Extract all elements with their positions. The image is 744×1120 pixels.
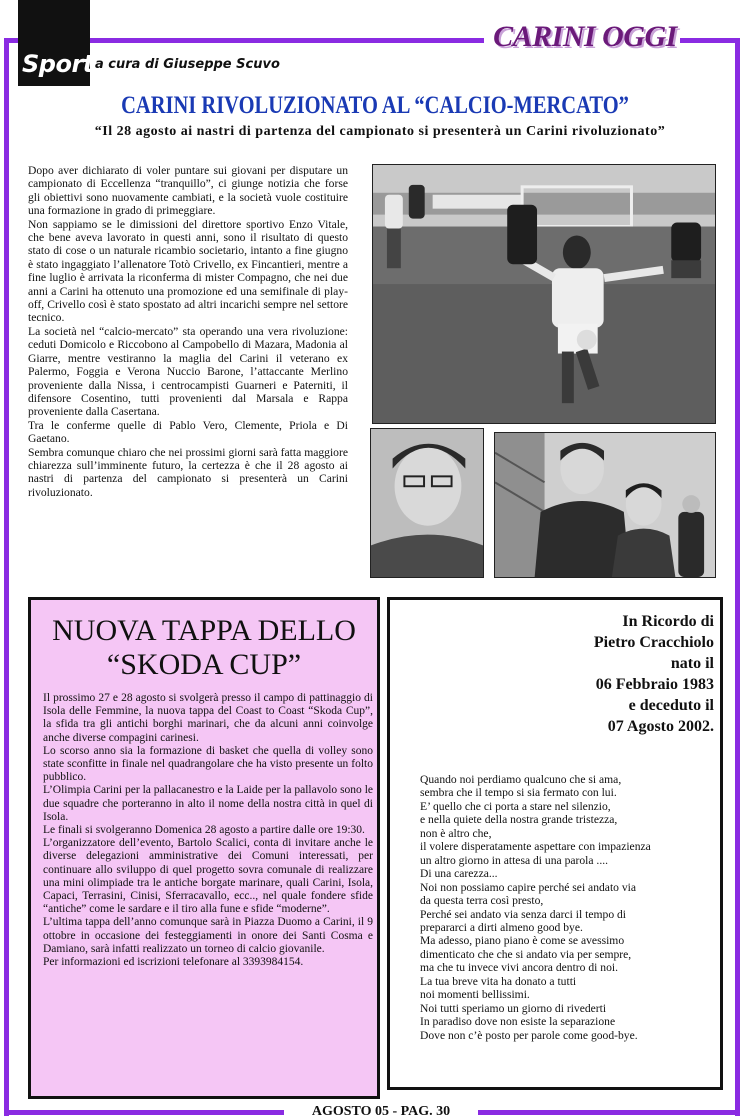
poem-line: Perché sei andato via senza darci il tempo di: [420, 907, 627, 921]
skoda-paragraph: Lo scorso anno sia la formazione di basket che quella di volley sono state sconfitte in finale nel quadrangolare che ha visto presente un folto pubblico.: [43, 744, 373, 784]
skoda-paragraph: Il prossimo 27 e 28 agosto si svolgerà presso il campo di pattinaggio di Isola delle Femmine, la nuova tappa del Coast to Coast “Skoda Cup”, la sfida tra gli antichi borghi marinari, che da alcuni anni coinvolge anche diverse compagini carinesi.: [43, 692, 373, 744]
section-label: Sport: [22, 50, 94, 78]
poem-line: e nella quiete della nostra grande tristezza,: [420, 813, 618, 827]
skoda-cup-body: [43, 692, 373, 969]
skoda-title-line: “SKODA CUP”: [106, 648, 302, 681]
poem-line: un altro giorno in attesa di una parola ....: [420, 853, 609, 867]
page-footer: AGOSTO 05 - PAG. 30: [284, 1104, 478, 1120]
skoda-paragraph: L’organizzatore dell’evento, Bartolo Scalici, conta di invitare anche le diverse delegazioni amministrative dei Comuni interessati, per continuare allo sviluppo di quel progetto sovra comunale di realizzare una mini olimpiade tra le antiche borgate marinare, quali Carini, Isola, Capaci, Terrasini, Cinisi, Sferracavallo, ecc.., nel quale fondere sfide “antiche” come le sardare e il tiro alla fune e sfide “moderne”.: [43, 837, 373, 916]
poem-line: La tua breve vita ha donato a tutti: [420, 974, 577, 988]
memorial-title-line: nato il: [670, 655, 714, 672]
skoda-paragraph: L’ultima tappa dell’anno comunque sarà in Piazza Duomo a Carini, il 9 ottobre in occasione dei festeggiamenti in onore dei Santi Cosma e Damiano, sarà infatti realizzato un torneo di calcio giovanile.: [43, 916, 373, 955]
poem-line: Ma adesso, piano piano è come se avessimo: [420, 934, 625, 948]
poem-line: E’ quello che ci porta a stare nel silenzio,: [420, 799, 611, 813]
poem-line: Quando noi perdiamo qualcuno che si ama,: [420, 773, 622, 786]
skoda-paragraph: Le finali si svolgeranno Domenica 28 agosto a partire dalle ore 19:30.: [43, 824, 365, 837]
poem-line: non è altro che,: [420, 826, 492, 840]
poem-line: Di una carezza...: [420, 867, 498, 881]
memorial-title-line: In Ricordo di: [622, 613, 714, 630]
article-paragraph: La società nel “calcio-mercato” sta operando una vera rivoluzione: ceduti Domicolo e Riccobono al Campobello di Mazara, Madonia al Giarre, mentre vestiranno la maglia del Carini il veterano ex Palermo, Foggia e Verona Nuccio Barone, l’attaccante Merlino proveniente dalla Nissa, i centrocampisti Guarneri e Paterniti, il difensore Cosentino, tutti provenienti dal Marsala e Rappa proveniente dalla Casertana.: [28, 324, 348, 419]
players-group-photo: [494, 432, 716, 578]
article-body: [28, 164, 348, 499]
memorial-title-line: 06 Febbraio 1983: [595, 676, 714, 693]
skoda-title-line: NUOVA TAPPA DELLO: [52, 614, 356, 647]
memorial-title: [560, 611, 714, 737]
poem-line: Noi non possiamo capire perché sei andato via: [420, 880, 637, 894]
football-match-photo: [372, 164, 716, 424]
article-paragraph: Sembra comunque chiaro che nei prossimi giorni sarà fatta maggiore chiarezza sull’imminente futuro, la certezza è che il 28 agosto ai nastri di partenza del campionato si presenterà un Carini rivoluzionato.: [28, 445, 348, 499]
article-paragraph: Tra le conferme quelle di Pablo Vero, Clemente, Priola e Di Gaetano.: [28, 418, 348, 446]
poem-line: ma che tu invece vivi ancora dentro di noi.: [420, 961, 618, 975]
poem-line: Dove non c’è posto per parole come good-bye.: [420, 1028, 638, 1042]
poem-line: da questa terra così presto,: [420, 894, 544, 908]
poem-line: Noi tutti speriamo un giorno di rivederti: [420, 1001, 607, 1015]
skoda-cup-title: [31, 614, 377, 682]
byline: a cura di Giuseppe Scuvo: [95, 57, 280, 72]
memorial-title-line: e deceduto il: [628, 697, 714, 714]
poem-line: dimenticato che che si andato via per sempre,: [420, 947, 632, 961]
memorial-poem: [420, 773, 716, 1042]
coach-portrait-photo: [370, 428, 484, 578]
poem-line: In paradiso dove non esiste la separazione: [420, 1015, 616, 1029]
frame-bottom-right: [478, 1110, 740, 1115]
article-headline: CARINI RIVOLUZIONATO AL “CALCIO-MERCATO”: [121, 92, 629, 119]
skoda-cup-box: [28, 597, 380, 1099]
skoda-paragraph: L’Olimpia Carini per la pallacanestro e la Laide per la pallavolo sono le due squadre che porteranno in alto il nome della nostra città in quel di Isola.: [43, 784, 373, 823]
poem-line: il volere disperatamente aspettare con impazienza: [420, 840, 651, 854]
memorial-title-line: Pietro Cracchiolo: [593, 634, 714, 651]
poem-line: prepararci a dirti almeno good bye.: [420, 920, 583, 934]
article-paragraph: Dopo aver dichiarato di voler puntare sui giovani per disputare un campionato di Eccellenza “tranquillo”, ci giunge notizia che forse gli obiettivi sono nuovamente cambiati, e la società vuole costituire una formazione in grado di primeggiare.: [28, 164, 348, 218]
masthead-logo: CARINI OGGI: [493, 20, 677, 53]
frame-bottom-left: [4, 1110, 284, 1115]
skoda-paragraph: Per informazioni ed iscrizioni telefonare al 3393984154.: [43, 956, 304, 969]
article-subheadline: “Il 28 agosto ai nastri di partenza del campionato si presenterà un Carini rivoluzionato”: [94, 124, 666, 139]
memorial-title-line: 07 Agosto 2002.: [607, 718, 714, 735]
poem-line: sembra che il tempo si sia fermato con lui.: [420, 786, 617, 800]
article-paragraph: Non sappiamo se le dimissioni del direttore sportivo Enzo Vitale, che bene aveva lavorato in questi anni, sono il risultato di questo stato di cose o un naturale ricambio societario, intanto a fine giugno è stato ingaggiato l’allenatore Totò Crivello, ex Fincantieri, mentre a fine luglio è arrivata la riconferma di mister Compagno, che nei due anni a Carini ha ottenuto una promozione ed una semifinale di play-off, Crivello così è stato spostato ad altri incarichi sempre nel settore tecnico.: [28, 217, 348, 325]
poem-line: noi momenti bellissimi.: [420, 988, 530, 1002]
